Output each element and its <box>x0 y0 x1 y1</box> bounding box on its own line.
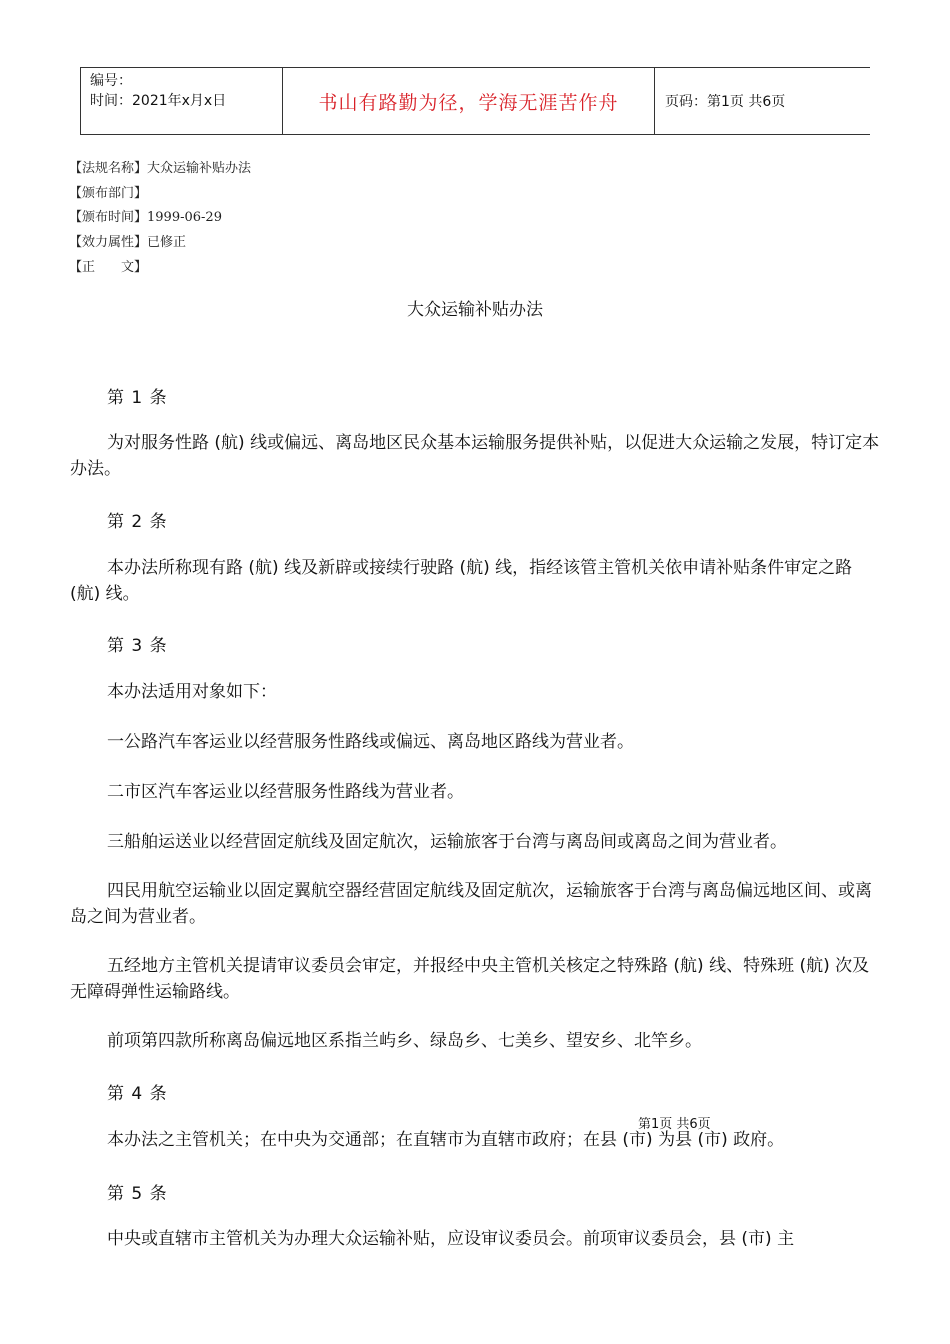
meta-status-label: 【效力属性】 <box>69 235 148 250</box>
article-heading: 第 1 条 <box>107 388 168 408</box>
paragraph: 前项第四款所称离岛偏远地区系指兰屿乡、绿岛乡、七美乡、望安乡、北竿乡。 <box>107 1031 702 1051</box>
paragraph: 中央或直辖市主管机关为办理大众运输补贴，应设审议委员会。前项审议委员会，县 (市) 主 <box>107 1229 795 1249</box>
paragraph: 三船舶运送业以经营固定航线及固定航次，运输旅客于台湾与离岛间或离岛之间为营业者。 <box>107 832 787 852</box>
article-heading: 第 4 条 <box>107 1084 168 1104</box>
article-heading: 第 2 条 <box>107 512 168 532</box>
meta-dept-label: 【颁布部门】 <box>69 186 148 201</box>
meta-name-label: 【法规名称】 <box>69 161 148 176</box>
meta-body <box>69 259 147 277</box>
paragraph: 五经地方主管机关提请审议委员会审定，并报经中央主管机关核定之特殊路 (航) 线、特殊班 (航) 次及无障碍弹性运输路线。 <box>70 956 870 1002</box>
paragraph: 本办法所称现有路 (航) 线及新辟或接续行驶路 (航) 线，指经该管主管机关依申请补贴条件审定之路 (航) 线。 <box>70 558 853 604</box>
meta-dept <box>69 185 147 203</box>
serial-label: 编号： <box>90 73 132 89</box>
motto: 书山有路勤为径，学海无涯苦作舟 <box>318 91 619 114</box>
article-heading: 第 3 条 <box>107 636 168 656</box>
header-info-cell <box>81 68 283 134</box>
meta-time <box>69 209 222 227</box>
meta-time-value: 1999-06-29 <box>147 210 222 225</box>
time-label: 时间：2021年x月x日 <box>90 93 227 109</box>
header-page-cell <box>655 68 871 134</box>
page-info: 页码：第1页 共6页 <box>665 94 786 110</box>
meta-status-value: 已修正 <box>147 235 187 250</box>
document-title: 大众运输补贴办法 <box>407 300 543 320</box>
paragraph: 二市区汽车客运业以经营服务性路线为营业者。 <box>107 782 464 802</box>
meta-status <box>69 234 186 252</box>
article-heading: 第 5 条 <box>107 1184 168 1204</box>
meta-time-label: 【颁布时间】 <box>69 210 148 225</box>
paragraph: 为对服务性路 (航) 线或偏远、离岛地区民众基本运输服务提供补贴，以促进大众运输之发展，特订定本办法。 <box>70 433 880 479</box>
paragraph: 四民用航空运输业以固定翼航空器经营固定航线及固定航次，运输旅客于台湾与离岛偏远地区间、或离岛之间为营业者。 <box>70 881 872 927</box>
paragraph: 一公路汽车客运业以经营服务性路线或偏远、离岛地区路线为营业者。 <box>107 732 634 752</box>
meta-name-value: 大众运输补贴办法 <box>147 161 252 176</box>
header-motto-cell <box>283 68 655 134</box>
paragraph: 本办法之主管机关；在中央为交通部；在直辖市为直辖市政府；在县 (市) 为县 (市) 政府。 <box>107 1130 785 1150</box>
header-table <box>80 67 870 135</box>
paragraph: 本办法适用对象如下： <box>107 682 277 702</box>
meta-body-label: 【正 文】 <box>69 260 148 275</box>
page-footer: 第1页 共6页 <box>638 1117 711 1132</box>
meta-name <box>69 160 251 178</box>
